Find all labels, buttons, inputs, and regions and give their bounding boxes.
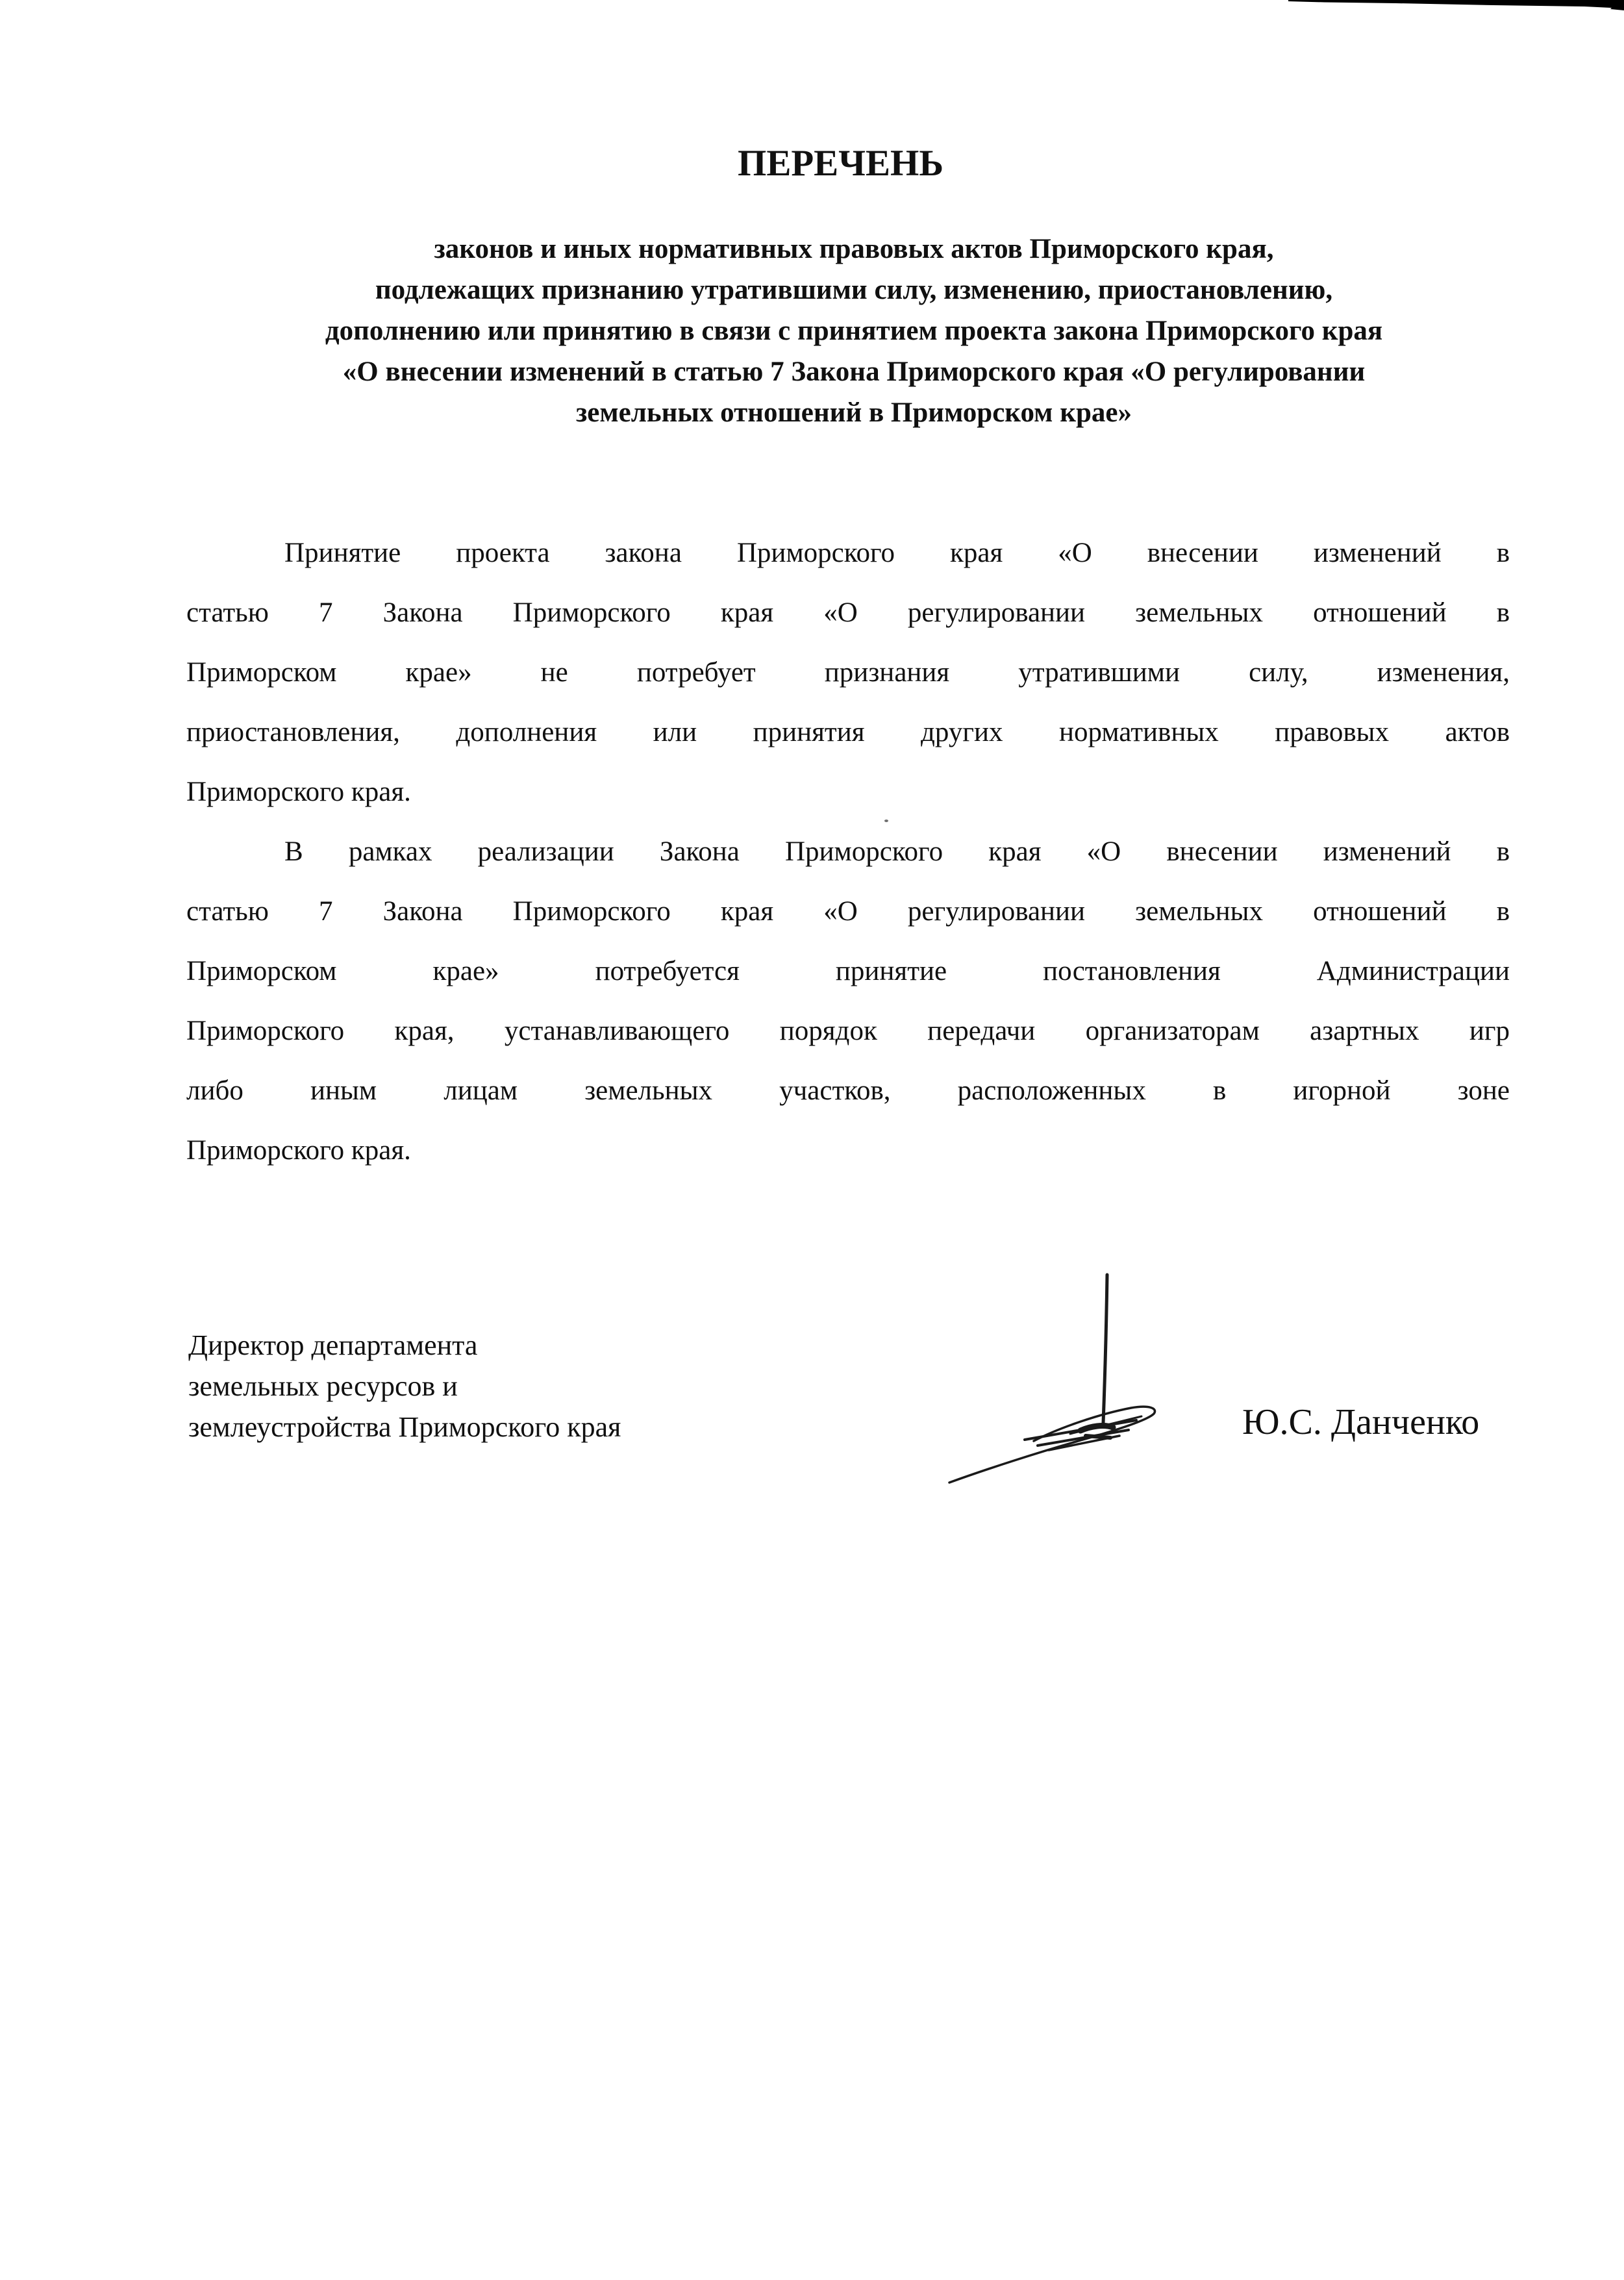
text-line: либо иным лицам земельных участков, расположенных в игорной зоне bbox=[186, 1075, 1510, 1106]
text-line: Приморского края. bbox=[186, 777, 411, 807]
signatory-position-line: земельных ресурсов и bbox=[188, 1370, 458, 1402]
page-title: ПЕРЕЧЕНЬ bbox=[738, 143, 944, 184]
scan-artifact-icon bbox=[1286, 0, 1624, 10]
signatory-position bbox=[188, 1325, 773, 1447]
signatory-position-line: Директор департамента bbox=[188, 1329, 478, 1361]
header-line: подлежащих признанию утратившими силу, изменению, приостановлению, bbox=[375, 275, 1333, 305]
text-line: Приморского края. bbox=[186, 1135, 411, 1166]
signatory-name: Ю.С. Данченко bbox=[1242, 1402, 1480, 1442]
document-subject-header bbox=[214, 229, 1493, 433]
header-line: дополнению или принятию в связи с принятием проекта закона Приморского края bbox=[325, 316, 1383, 346]
header-line: законов и иных нормативных правовых актов Приморского края, bbox=[434, 234, 1274, 264]
text-line: статью 7 Закона Приморского края «О регулировании земельных отношений в bbox=[186, 597, 1510, 628]
header-line: «О внесении изменений в статью 7 Закона Приморского края «О регулировании bbox=[342, 357, 1366, 387]
text-line: статью 7 Закона Приморского края «О регулировании земельных отношений в bbox=[186, 896, 1510, 927]
text-line: Приморского края, устанавливающего порядок передачи организаторам азартных игр bbox=[186, 1016, 1510, 1046]
header-line: земельных отношений в Приморском крае» bbox=[575, 397, 1132, 428]
text-line: В рамках реализации Закона Приморского края «О внесении изменений в bbox=[284, 836, 1510, 867]
handwritten-signature bbox=[929, 1260, 1175, 1500]
scan-speck bbox=[884, 820, 888, 822]
signatory-position-line: землеустройства Приморского края bbox=[188, 1411, 621, 1443]
text-line: Приморском крае» не потребует признания утратившими силу, изменения, bbox=[186, 657, 1510, 688]
body-text bbox=[186, 523, 1510, 1181]
text-line: Принятие проекта закона Приморского края «О внесении изменений в bbox=[284, 538, 1510, 568]
text-line: Приморском крае» потребуется принятие постановления Администрации bbox=[186, 956, 1510, 986]
text-line: приостановления, дополнения или принятия других нормативных правовых актов bbox=[186, 717, 1510, 747]
